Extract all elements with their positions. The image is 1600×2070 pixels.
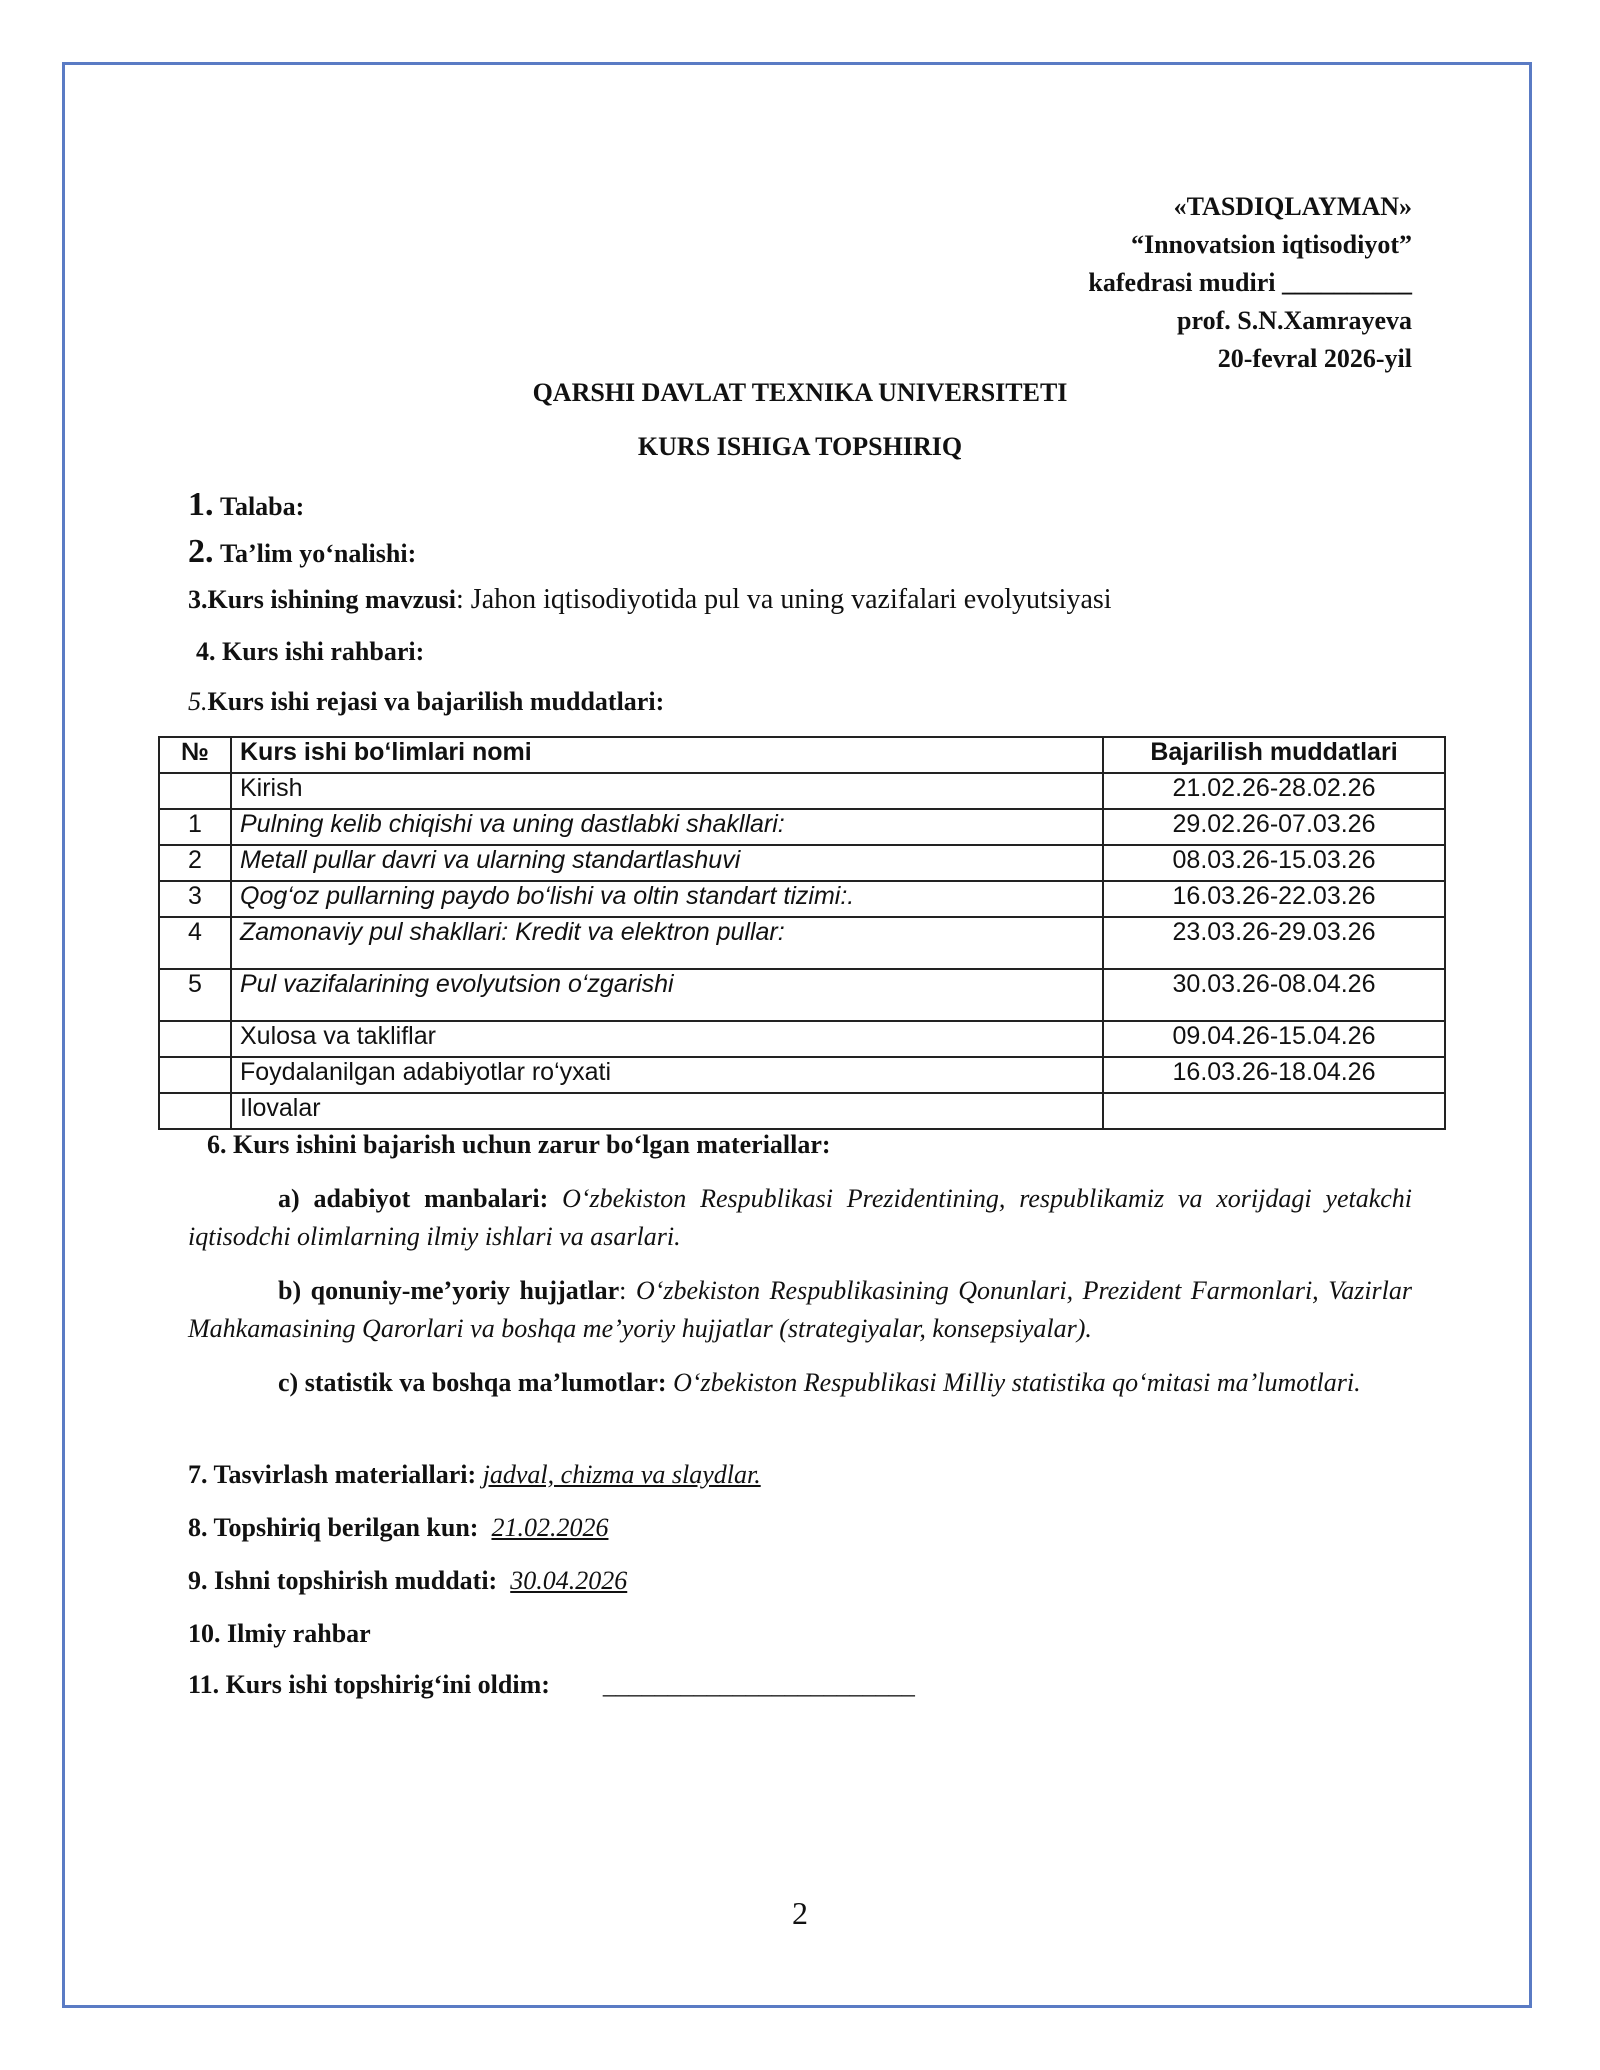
- table-row: [159, 1057, 1445, 1093]
- approval-line-4: prof. S.N.Xamrayeva: [1177, 306, 1412, 335]
- approval-line-2: “Innovatsion iqtisodiyot”: [1130, 230, 1412, 259]
- item-received: [188, 1670, 915, 1700]
- row-section: Kirish: [231, 773, 1103, 809]
- table-row: [159, 1021, 1445, 1057]
- table-row: [159, 773, 1445, 809]
- table-row: [159, 809, 1445, 845]
- table-header-number: №: [159, 737, 231, 773]
- row-number: [159, 1021, 231, 1057]
- legal-label: b) qonuniy-me’yoriy hujjatlar: [278, 1276, 620, 1305]
- row-section: Metall pullar davri va ularning standartlashuvi: [231, 845, 1103, 881]
- row-deadline: 23.03.26-29.03.26: [1103, 917, 1445, 969]
- item-7-value: jadval, chizma va slaydlar.: [482, 1460, 761, 1489]
- materials-legal: [188, 1272, 1412, 1348]
- row-deadline: 16.03.26-18.04.26: [1103, 1057, 1445, 1093]
- row-number: 3: [159, 881, 231, 917]
- materials-heading-text: 6. Kurs ishini bajarish uchun zarur bo‘lgan materiallar:: [207, 1130, 831, 1159]
- item-11-label: 11. Kurs ishi topshirig‘ini oldim:: [188, 1670, 550, 1699]
- row-section: Foydalanilgan adabiyotlar ro‘yxati: [231, 1057, 1103, 1093]
- materials-statistics: [188, 1364, 1412, 1402]
- item-issue-date: [188, 1513, 608, 1543]
- statistics-label: c) statistik va boshqa ma’lumotlar:: [278, 1368, 667, 1397]
- row-deadline: 29.02.26-07.03.26: [1103, 809, 1445, 845]
- literature-label: a) adabiyot manbalari:: [278, 1184, 549, 1213]
- row-deadline: 16.03.26-22.03.26: [1103, 881, 1445, 917]
- legal-text: O‘zbekiston Respublikasining Qonunlari, Prezident Farmonlari, Vazirlar Mahkamasining Qarorlari va boshqa me’yoriy hujjatlar (strategiyalar, konsepsiyalar).: [188, 1276, 1413, 1343]
- item-supervisor: [196, 637, 424, 667]
- literature-text: O‘zbekiston Respublikasi Prezidentining, respublikamiz va xorijdagi yetakchi iqtisodchi olimlarning ilmiy ishlari va asarlari.: [188, 1184, 1413, 1251]
- item-1-label: Talaba:: [220, 492, 305, 521]
- row-deadline: [1103, 1093, 1445, 1129]
- approval-line-3: kafedrasi mudiri __________: [1088, 268, 1412, 297]
- item-illustrations: [188, 1460, 761, 1490]
- table-header-row: [159, 737, 1445, 773]
- item-plan: [188, 687, 664, 717]
- item-10-label: 10. Ilmiy rahbar: [188, 1619, 371, 1648]
- item-scientific-supervisor: [188, 1619, 371, 1649]
- document-title: KURS ISHIGA TOPSHIRIQ: [637, 432, 963, 461]
- item-7-label: 7. Tasvirlash materiallari:: [188, 1460, 477, 1489]
- row-section: Ilovalar: [231, 1093, 1103, 1129]
- item-2-label: Ta’lim yo‘nalishi:: [220, 539, 417, 568]
- item-5-number: 5.: [188, 687, 208, 716]
- item-3-label: 3.Kurs ishining mavzusi: [188, 585, 457, 614]
- item-direction: [188, 533, 416, 571]
- row-deadline: 30.03.26-08.04.26: [1103, 969, 1445, 1021]
- university-name: QARSHI DAVLAT TEXNIKA UNIVERSITETI: [532, 378, 1068, 407]
- row-number: 1: [159, 809, 231, 845]
- table-row: [159, 845, 1445, 881]
- item-student: [188, 486, 304, 524]
- item-1-number: 1.: [188, 486, 214, 523]
- approval-block: [1088, 188, 1412, 378]
- item-3-value: : Jahon iqtisodiyotida pul va uning vazifalari evolyutsiyasi: [456, 584, 1112, 615]
- table-row: [159, 969, 1445, 1021]
- table-row: [159, 1093, 1445, 1129]
- legal-colon: :: [619, 1276, 627, 1305]
- row-section: Pulning kelib chiqishi va uning dastlabki shakllari:: [231, 809, 1103, 845]
- row-section: Xulosa va takliflar: [231, 1021, 1103, 1057]
- item-9-label: 9. Ishni topshirish muddati:: [188, 1566, 498, 1595]
- table-row: [159, 881, 1445, 917]
- row-deadline: 21.02.26-28.02.26: [1103, 773, 1445, 809]
- item-due-date: [188, 1566, 627, 1596]
- item-topic: [188, 584, 1112, 616]
- table-header-deadline: Bajarilish muddatlari: [1103, 737, 1445, 773]
- row-section: Zamonaviy pul shakllari: Kredit va elektron pullar:: [231, 917, 1103, 969]
- table-header-section: Kurs ishi bo‘limlari nomi: [231, 737, 1103, 773]
- item-8-value: 21.02.2026: [491, 1513, 609, 1542]
- row-number: 4: [159, 917, 231, 969]
- item-8-label: 8. Topshiriq berilgan kun:: [188, 1513, 479, 1542]
- row-deadline: 09.04.26-15.04.26: [1103, 1021, 1445, 1057]
- row-number: [159, 773, 231, 809]
- signature-line: ________________________: [602, 1670, 915, 1699]
- row-number: [159, 1057, 231, 1093]
- materials-heading: [207, 1130, 831, 1160]
- materials-literature: [188, 1180, 1412, 1256]
- table-row: [159, 917, 1445, 969]
- approval-line-1: «TASDIQLAYMAN»: [1173, 192, 1412, 221]
- row-number: 2: [159, 845, 231, 881]
- item-2-number: 2.: [188, 533, 214, 570]
- plan-table: [158, 736, 1446, 1130]
- row-number: 5: [159, 969, 231, 1021]
- row-section: Pul vazifalarining evolyutsion o‘zgarishi: [231, 969, 1103, 1021]
- approval-line-5: 20-fevral 2026-yil: [1217, 344, 1412, 373]
- item-5-label: Kurs ishi rejasi va bajarilish muddatlari:: [207, 687, 665, 716]
- row-deadline: 08.03.26-15.03.26: [1103, 845, 1445, 881]
- row-number: [159, 1093, 231, 1129]
- row-section: Qog‘oz pullarning paydo bo‘lishi va oltin standart tizimi:.: [231, 881, 1103, 917]
- statistics-text: O‘zbekiston Respublikasi Milliy statistika qo‘mitasi ma’lumotlari.: [673, 1368, 1361, 1397]
- item-9-value: 30.04.2026: [510, 1566, 628, 1595]
- item-4-label: 4. Kurs ishi rahbari:: [196, 637, 425, 666]
- page-number: 2: [792, 1895, 808, 1931]
